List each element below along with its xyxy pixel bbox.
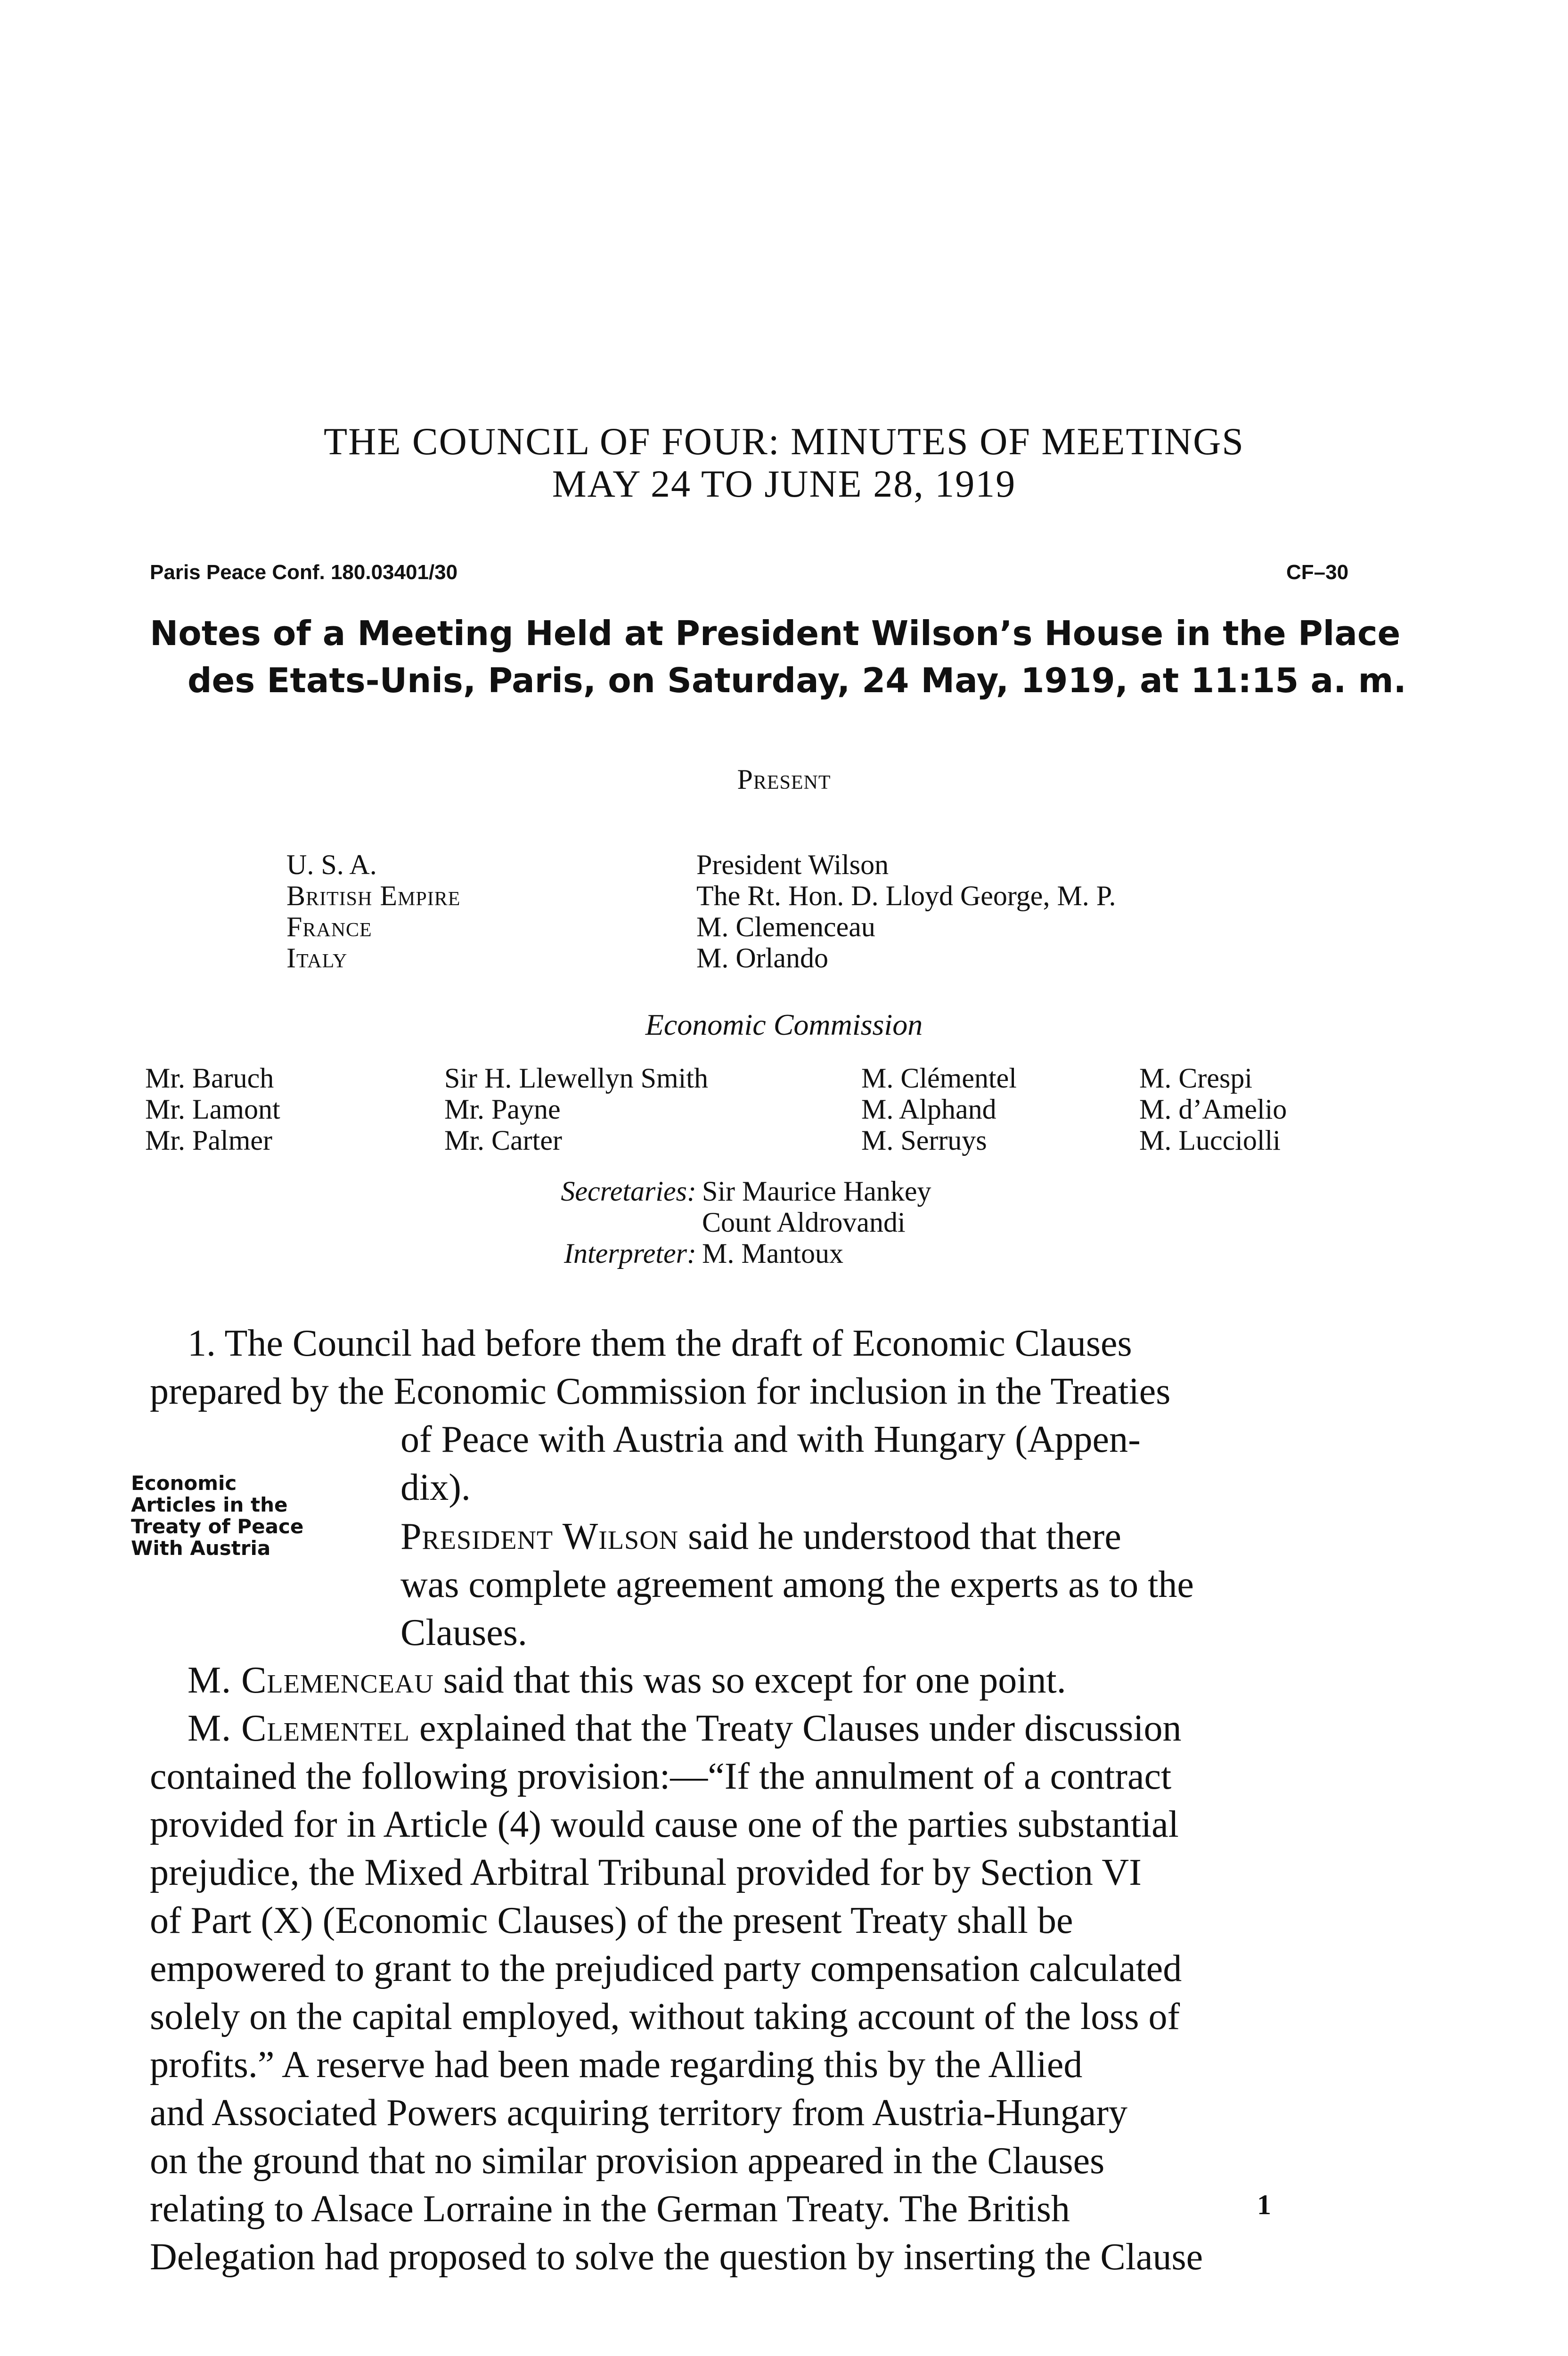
commission-member: Mr. Palmer xyxy=(145,1125,272,1156)
representative-name: The Rt. Hon. D. Lloyd George, M. P. xyxy=(696,880,1116,911)
text-line: provided for in Article (4) would cause one of the parties substantial xyxy=(150,1804,1179,1845)
text-line: profits.” A reserve had been made regarding this by the Allied xyxy=(150,2044,1083,2086)
commission-column-usa xyxy=(145,1063,280,1156)
meeting-heading-line-1: Notes of a Meeting Held at President Wilson’s House in the Place xyxy=(150,614,1401,653)
secretary-name: Count Aldrovandi xyxy=(702,1207,906,1238)
page-number: 1 xyxy=(1257,2189,1271,2220)
text-line: dix). xyxy=(400,1467,471,1508)
secretaries-label: Secretaries: xyxy=(561,1176,696,1207)
margin-note-line: Economic xyxy=(131,1472,237,1495)
text-line: M. Clemenceau said that this was so except for one point. xyxy=(188,1660,1066,1701)
speaker-name: M. Clementel xyxy=(188,1708,410,1749)
text-line: on the ground that no similar provision appeared in the Clauses xyxy=(150,2140,1105,2182)
commission-member: Mr. Lamont xyxy=(145,1094,280,1125)
country-list xyxy=(286,849,460,973)
commission-member: M. Lucciolli xyxy=(1139,1125,1281,1156)
text-line: prejudice, the Mixed Arbitral Tribunal provided for by Section VI xyxy=(150,1852,1142,1893)
meeting-heading-line-2: des Etats-Unis, Paris, on Saturday, 24 May, 1919, at 11:15 a. m. xyxy=(188,661,1406,700)
text-line: empowered to grant to the prejudiced party compensation calculated xyxy=(150,1948,1182,1989)
commission-column-france xyxy=(861,1063,1017,1156)
present-label: Present xyxy=(737,764,831,795)
text-line: relating to Alsace Lorraine in the German Treaty. The British xyxy=(150,2188,1070,2230)
representative-name: M. Orlando xyxy=(696,942,828,973)
speaker-name: President Wilson xyxy=(400,1516,679,1557)
text-line: President Wilson said he understood that there xyxy=(400,1516,1121,1557)
text-line: 1. The Council had before them the draft of Economic Clauses xyxy=(188,1323,1132,1364)
commission-member: Mr. Baruch xyxy=(145,1063,274,1094)
text-line: Clauses. xyxy=(400,1612,527,1653)
country-name: France xyxy=(286,911,372,942)
margin-note-line: Treaty of Peace xyxy=(131,1515,304,1538)
text-line: contained the following provision:—“If the annulment of a contract xyxy=(150,1756,1172,1797)
speaker-name: M. Clemenceau xyxy=(188,1660,434,1701)
representative-name: M. Clemenceau xyxy=(696,911,875,942)
margin-note-line: With Austria xyxy=(131,1537,271,1560)
text-line: of Part (X) (Economic Clauses) of the present Treaty shall be xyxy=(150,1900,1073,1941)
commission-member: M. Crespi xyxy=(1139,1063,1252,1094)
text-line: and Associated Powers acquiring territory from Austria-Hungary xyxy=(150,2092,1128,2134)
document-title-line-2: MAY 24 TO JUNE 28, 1919 xyxy=(552,462,1016,505)
economic-commission-label: Economic Commission xyxy=(645,1008,923,1041)
secretaries-block xyxy=(471,1176,931,1269)
commission-member: M. Alphand xyxy=(861,1094,996,1125)
paragraph-2 xyxy=(400,1513,1194,1657)
commission-member: Mr. Payne xyxy=(444,1094,561,1125)
commission-column-italy xyxy=(1139,1063,1287,1156)
interpreter-label: Interpreter: xyxy=(564,1238,696,1269)
file-reference: Paris Peace Conf. 180.03401/30 xyxy=(150,561,458,584)
representative-name: President Wilson xyxy=(696,849,889,880)
secretary-name: Sir Maurice Hankey xyxy=(702,1176,931,1207)
text-line: prepared by the Economic Commission for inclusion in the Treaties xyxy=(150,1371,1171,1412)
representative-list xyxy=(696,849,1116,973)
text-line: M. Clementel explained that the Treaty Clauses under discussion xyxy=(188,1708,1182,1749)
text-line: was complete agreement among the experts as to the xyxy=(400,1564,1194,1605)
commission-column-british xyxy=(444,1063,708,1156)
commission-member: Sir H. Llewellyn Smith xyxy=(444,1063,708,1094)
meeting-code: CF–30 xyxy=(1286,561,1349,584)
document-title-line-1: THE COUNCIL OF FOUR: MINUTES OF MEETINGS xyxy=(324,420,1244,463)
country-name: British Empire xyxy=(286,880,461,911)
interpreter-name: M. Mantoux xyxy=(702,1238,843,1269)
text-line: of Peace with Austria and with Hungary (Appen- xyxy=(400,1419,1141,1460)
margin-note-line: Articles in the xyxy=(131,1493,288,1516)
commission-member: Mr. Carter xyxy=(444,1125,562,1156)
text-line: solely on the capital employed, without taking account of the loss of xyxy=(150,1996,1180,2037)
margin-note xyxy=(131,1472,303,1559)
commission-member: M. Clémentel xyxy=(861,1063,1017,1094)
country-name: U. S. A. xyxy=(286,849,377,880)
commission-member: M. d’Amelio xyxy=(1139,1094,1287,1125)
commission-member: M. Serruys xyxy=(861,1125,987,1156)
country-name: Italy xyxy=(286,942,348,973)
paragraph-3 xyxy=(150,1656,1066,1704)
text-line: Delegation had proposed to solve the question by inserting the Clause xyxy=(150,2236,1203,2278)
paragraph-4 xyxy=(150,1704,1203,2281)
